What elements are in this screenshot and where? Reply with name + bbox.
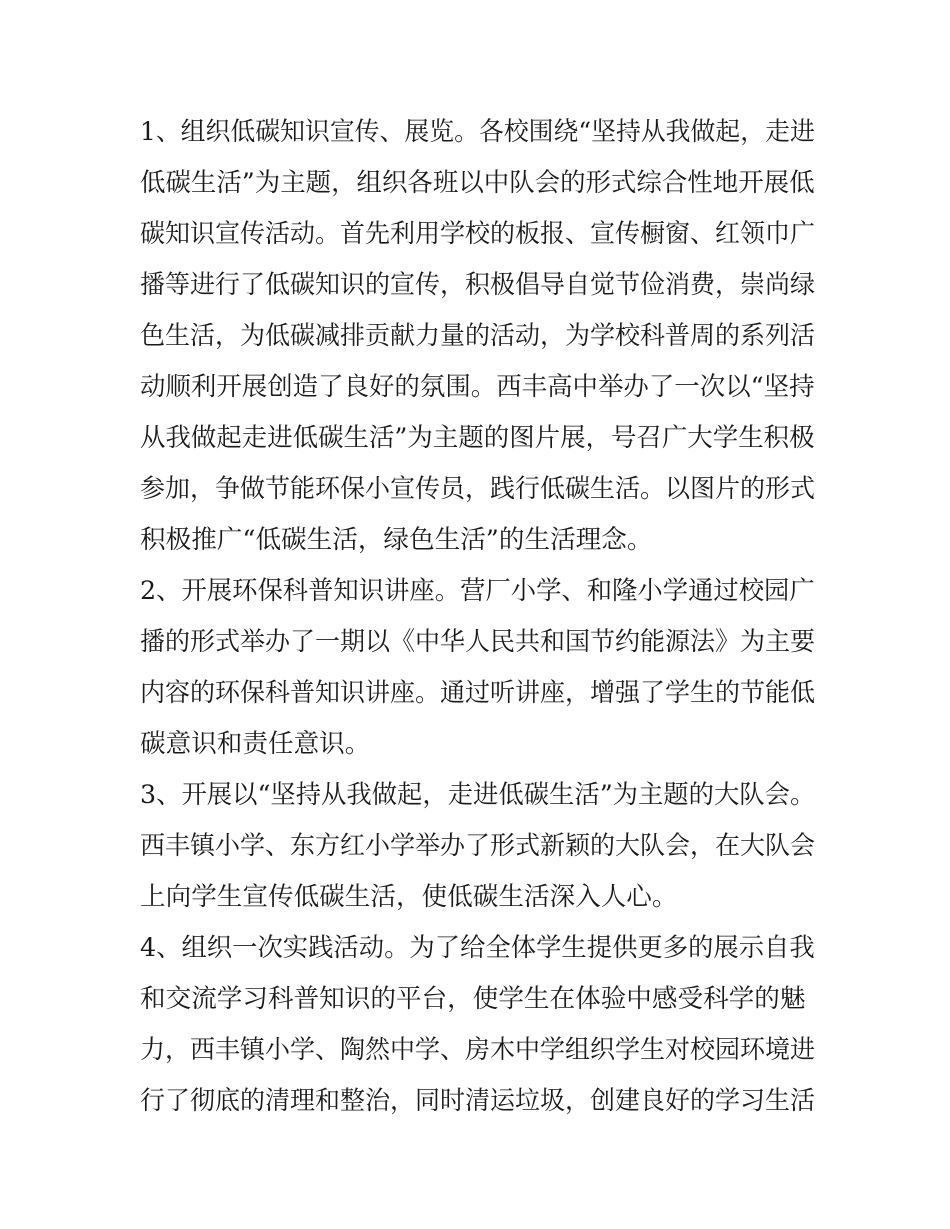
text-line: 力，西丰镇小学、陶然中学、房木中学组织学生对校园环境进 bbox=[140, 1035, 816, 1065]
text-line: 1、组织低碳知识宣传、展览。各校围绕“坚持从我做起，走进 bbox=[140, 117, 815, 147]
text-line: 上向学生宣传低碳生活，使低碳生活深入人心。 bbox=[140, 882, 678, 912]
text-line: 参加，争做节能环保小宣传员，践行低碳生活。以图片的形式 bbox=[140, 474, 816, 504]
text-line: 动顺利开展创造了良好的氛围。西丰高中举办了一次以“坚持 bbox=[140, 372, 815, 402]
text-line: 播等进行了低碳知识的宣传，积极倡导自觉节俭消费，崇尚绿 bbox=[140, 270, 816, 300]
text-line: 行了彻底的清理和整治，同时清运垃圾，创建良好的学习生活 bbox=[140, 1086, 816, 1116]
text-line: 低碳生活”为主题，组织各班以中队会的形式综合性地开展低 bbox=[140, 168, 815, 198]
text-line: 播的形式举办了一期以《中华人民共和国节约能源法》为主要 bbox=[140, 627, 816, 657]
document-body bbox=[140, 107, 815, 1127]
text-line: 内容的环保科普知识讲座。通过听讲座，增强了学生的节能低 bbox=[140, 678, 816, 708]
text-line: 积极推广“低碳生活，绿色生活”的生活理念。 bbox=[140, 525, 653, 555]
text-line: 西丰镇小学、东方红小学举办了形式新颖的大队会，在大队会 bbox=[140, 831, 816, 861]
text-line: 3、开展以“坚持从我做起，走进低碳生活”为主题的大队会。 bbox=[140, 780, 816, 810]
text-line: 碳意识和责任意识。 bbox=[140, 729, 371, 759]
text-line: 2、开展环保科普知识讲座。营厂小学、和隆小学通过校园广 bbox=[140, 576, 815, 606]
text-line: 4、组织一次实践活动。为了给全体学生提供更多的展示自我 bbox=[140, 933, 815, 963]
text-line: 色生活，为低碳减排贡献力量的活动，为学校科普周的系列活 bbox=[140, 321, 816, 351]
text-line: 碳知识宣传活动。首先利用学校的板报、宣传橱窗、红领巾广 bbox=[140, 219, 816, 249]
text-line: 和交流学习科普知识的平台，使学生在体验中感受科学的魅 bbox=[140, 984, 806, 1014]
text-line: 从我做起走进低碳生活”为主题的图片展，号召广大学生积极 bbox=[140, 423, 815, 453]
